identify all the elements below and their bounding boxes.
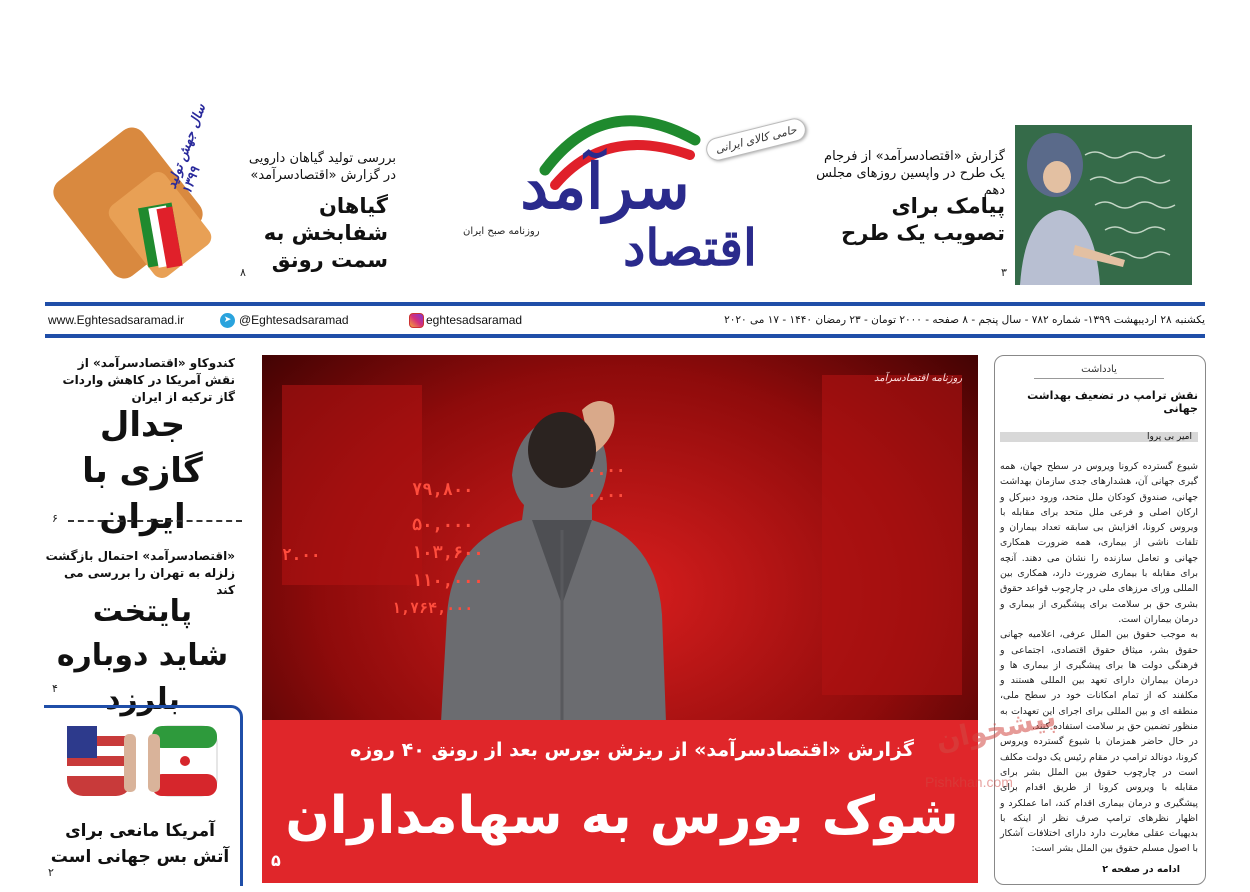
ticker-value-2: ۵۰,۰۰۰ [412, 515, 474, 535]
badge: حامی کالای ایرانی [704, 116, 809, 163]
top-left-illustration [55, 102, 230, 285]
note-author: امیر بی پروا [1000, 432, 1198, 442]
ticker-value-4: ۱۱۰,۰۰۰ [412, 571, 484, 591]
note-title[interactable]: نقش ترامپ در تضعیف بهداشت جهانی [1027, 389, 1198, 415]
instagram-icon [409, 313, 424, 328]
top-right-headline[interactable]: پیامک برای تصویب یک طرح [841, 194, 1005, 245]
ticker-value-7: ۰.۰۰ [587, 485, 626, 504]
issue-info: یکشنبه ۲۸ اردیبهشت ۱۳۹۹- شماره ۷۸۲ - سال پنجم - ۸ صفحه - ۲۰۰۰ تومان - ۲۳ رمضان ۱۴۴۰ - ۱۷ می ۲۰۲۰ [724, 314, 1205, 326]
telegram-handle[interactable]: @Eghtesadsaramad [239, 313, 349, 327]
main-page: ۵ [271, 851, 281, 870]
top-right-kicker: گزارش «اقتصادسرآمد» از فرجام یک طرح در واپسین روزهای مجلس دهم [816, 149, 1005, 198]
main-photo [262, 355, 978, 883]
website[interactable]: www.Eghtesadsaramad.ir [48, 313, 185, 327]
photo-credit: روزنامه اقتصادسرآمد [874, 373, 963, 384]
note-paragraph-1: شیوع گسترده کرونا ویروس در سطح جهان، همه گیری جهانی آن، هشدارهای جدی سازمان بهداشت جهانی، صندوق کودکان ملل متحد، ورود دبیرکل و ارکان اصلی و فرعی ملل متحد برای مقابله با ویروس کرونا، افزایش بی سابقه تعداد بیماران و تلفات ناشی از بیماری، همه ضرورت همکاری جهانی و تعامل سازنده را نشان می دهند. آنچه برای مقابله با بیماری ضرورت دارد، همکاری بین المللی ورای مرزهای ملی در چارچوب قواعد حقوق بشری حق بر سلامت برای پیشگیری از بیماری و درمان بیماران است. [1000, 461, 1198, 625]
top-right-photo [1015, 125, 1192, 285]
info-bar-top-line [45, 302, 1205, 306]
left-story2-kicker: «اقتصادسرآمد» احتمال بازگشت زلزله به تهران را بررسی می کند [45, 549, 235, 597]
ticker-value-5: ۱,۷۶۴,۰۰۰ [392, 599, 474, 617]
top-left-headline[interactable]: گیاهان شفابخش به سمت رونق [263, 194, 388, 272]
info-bar-bottom-line [45, 334, 1205, 338]
top-right-page: ۳ [1001, 266, 1007, 279]
note-paragraph-3: در حال حاضر همزمان با شیوع گسترده ویروس کرونا، دونالد ترامپ در مقام رئیس یک دولت مکلف است در چارچوب حقوق بین الملل بشر برای مقابله با ویروس کرونا از طریق اقدام برای پیشگیری و درمان بیماری اقدام کند، اما عملکرد و اظهار نظرهای ترامپ صرف نظر از اینکه با بدیهیات عقلی مغایرت دارد دارای اختلافات آشکار با اصول مسلم حقوق بین الملل بشر است: [1000, 736, 1198, 855]
instagram-handle[interactable]: eghtesadsaramad [426, 313, 523, 327]
ticker-value-8: ۲.۰۰ [282, 545, 321, 564]
left-story1-kicker: کندوکاو «اقتصادسرآمد» از نقش آمریکا در کاهش واردات گاز ترکیه از ایران [62, 356, 235, 404]
ticker-value-3: ۱۰۳,۶۰۰ [412, 543, 484, 563]
year-slogan: سال جهش تولید ۱۳۹۹ [164, 102, 210, 197]
ticker-value-6: ۰.۰۰ [587, 460, 626, 479]
note-continued: ادامه در صفحه ۲ [1102, 864, 1180, 875]
main-kicker: گزارش «اقتصادسرآمد» از ریزش بورس بعد از رونق ۴۰ روزه [350, 739, 914, 761]
left-story3-headline[interactable]: آمریکا مانعی برای آتش بس جهانی است [50, 821, 230, 867]
logo-main: اقتصاد [623, 218, 757, 277]
watermark-url: Pishkhan.com [925, 774, 1013, 790]
left-story1-page: ۶ [52, 512, 58, 525]
left-story3-page: ۲ [48, 866, 54, 879]
note-body [1000, 459, 1198, 857]
top-left-kicker: بررسی تولید گیاهان دارویی در گزارش «اقتصادسرآمد» [248, 151, 396, 183]
ticker-value-1: ۷۹,۸۰۰ [412, 480, 474, 500]
note-label: یادداشت [1034, 364, 1164, 379]
masthead-logo [455, 100, 798, 300]
note-paragraph-2: به موجب حقوق بین الملل عرفی، اعلامیه جهانی حقوق بشر، میثاق حقوق اقتصادی، اجتماعی و فرهنگی دولت ها برای پیشگیری از بیماری ها و درمان بیماران دارای تعهد بین المللی هستند و مکلفند که از تمام امکانات خود در سطح ملی، منطقه ای و بین المللی برای اجرای این تعهدات به منظور تضمین حق بر سلامت استفاده کنند. [1000, 629, 1198, 733]
main-headline[interactable]: شوک بورس به سهامداران [285, 786, 959, 846]
top-left-page: ۸ [240, 266, 246, 279]
left-story2-headline[interactable]: پایتخت شاید دوباره بلرزد [56, 594, 229, 717]
left-story1-headline[interactable]: جدال گازی با ایران [82, 405, 203, 537]
fists-illustration [62, 716, 222, 806]
telegram-icon: ➤ [220, 313, 235, 328]
logo-sub: سرآمد [520, 150, 690, 223]
left-story2-page: ۴ [52, 682, 58, 695]
watermark-name: پیشخوان [932, 699, 1059, 758]
left-divider [68, 520, 242, 522]
tagline: روزنامه صبح ایران [463, 226, 540, 237]
